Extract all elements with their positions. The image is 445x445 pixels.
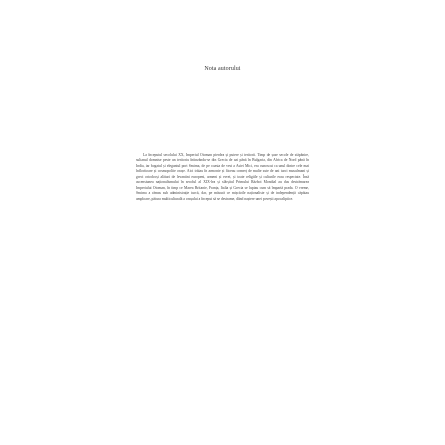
body-text-block — [136, 153, 309, 202]
page-title: Nota autorului — [204, 66, 241, 72]
paragraph: La începutul secolului XX, Imperiul Otoman pierdea și putere și teritorii. Timp de șase secole de stăpânire, sultanul domnise peste un teritoriu întinzându-se din Grecia de azi până în Bulgaria, din Africa de Nord până în India, iar bogatul și elegantul port Smirna, de pe coasta de vest a Asiei Mici, era cunoscut ca unul dintre cele mai înfloritoare și cosmopolite orașe. Aici trăiau în armonie și făceau comerț de multe sute de ani turci musulmani și greci ortodocși alături de levantini europeni, armeni și evrei, și toate religiile și culturile erau respectate. Însă ascensiunea naționalismului în secolul al XIX-lea și sfârșitul Primului Război Mondial au dus destrămarea Imperiului Otoman, în timp ce Marea Britanie, Franța, Italia și Grecia se luptau cum să împartă prada. O vreme, Smirna a rămas sub administrație turcă, dar, pe măsură ce mișcările naționaliste și de independență căpătau amploare, pătura multiculturală a orașului a început să se destrame, dând naștere unei povești apocaliptice. — [136, 153, 309, 201]
